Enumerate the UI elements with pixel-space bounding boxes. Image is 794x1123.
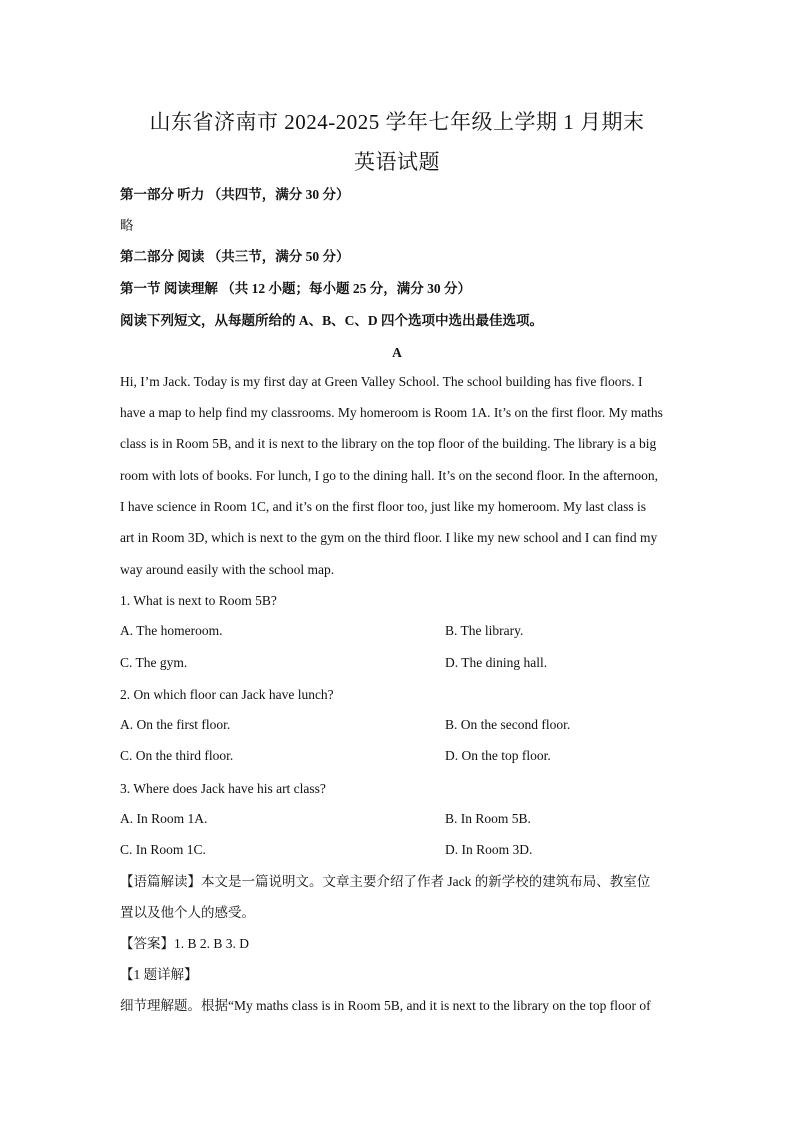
question-stem: 3. Where does Jack have his art class?: [120, 781, 326, 796]
option-a: A. On the first floor.: [120, 717, 231, 732]
part1-omitted: 略: [120, 218, 134, 233]
part2-heading: 第二部分 阅读 （共三节，满分 50 分）: [120, 249, 350, 264]
passage-line: way around easily with the school map.: [120, 562, 335, 577]
passage-interpretation: 【语篇解读】本文是一篇说明文。文章主要介绍了作者 Jack 的新学校的建筑布局、教室位: [120, 874, 651, 889]
passage-line: Hi, I’m Jack. Today is my first day at Green Valley School. The school building has five floors. I: [120, 374, 643, 389]
option-c: C. The gym.: [120, 655, 188, 670]
detail-heading: 【1 题详解】: [120, 967, 198, 982]
passage-line: art in Room 3D, which is next to the gym on the third floor. I like my new school and I can find my: [120, 530, 658, 545]
answer-key: 【答案】1. B 2. B 3. D: [120, 936, 250, 951]
passage-label: A: [392, 345, 402, 360]
option-d: D. In Room 3D.: [445, 842, 533, 857]
exam-subtitle: 英语试题: [354, 150, 440, 174]
option-b: B. The library.: [445, 623, 524, 638]
passage-line: class is in Room 5B, and it is next to the library on the top floor of the building. The library is a big: [120, 436, 657, 451]
option-b: B. In Room 5B.: [445, 811, 531, 826]
detail-explanation: 细节理解题。根据“My maths class is in Room 5B, and it is next to the library on the top floor of: [120, 998, 651, 1013]
instruction: 阅读下列短文，从每题所给的 A、B、C、D 四个选项中选出最佳选项。: [120, 313, 544, 328]
passage-line: have a map to help find my classrooms. My homeroom is Room 1A. It’s on the first floor. My maths: [120, 405, 663, 420]
question-stem: 2. On which floor can Jack have lunch?: [120, 687, 334, 702]
option-d: D. The dining hall.: [445, 655, 548, 670]
passage-line: I have science in Room 1C, and it’s on the first floor too, just like my homeroom. My last class is: [120, 499, 647, 514]
question-stem: 1. What is next to Room 5B?: [120, 593, 277, 608]
option-a: A. The homeroom.: [120, 623, 223, 638]
option-a: A. In Room 1A.: [120, 811, 208, 826]
passage-interpretation-cont: 置以及他个人的感受。: [120, 905, 255, 920]
part1-heading: 第一部分 听力 （共四节，满分 30 分）: [120, 187, 350, 202]
passage-line: room with lots of books. For lunch, I go to the dining hall. It’s on the second floor. In the afternoon,: [120, 468, 659, 483]
exam-title: 山东省济南市 2024-2025 学年七年级上学期 1 月期末: [149, 110, 645, 134]
option-c: C. In Room 1C.: [120, 842, 206, 857]
section1-heading: 第一节 阅读理解 （共 12 小题；每小题 25 分，满分 30 分）: [120, 281, 471, 296]
option-c: C. On the third floor.: [120, 748, 234, 763]
option-d: D. On the top floor.: [445, 748, 551, 763]
option-b: B. On the second floor.: [445, 717, 571, 732]
